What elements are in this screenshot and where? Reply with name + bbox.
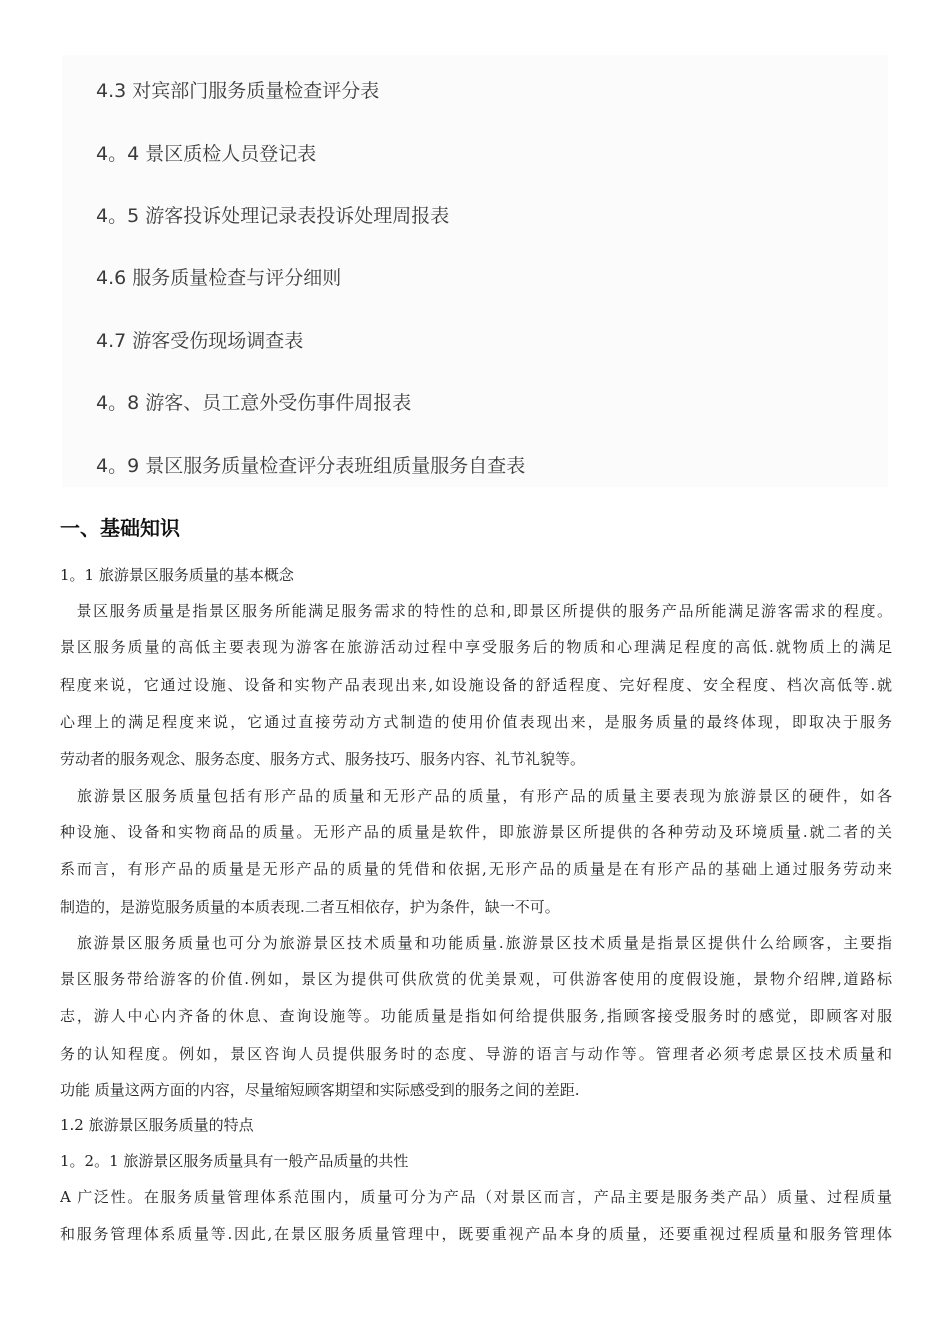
paragraph-line: 心理上的满足程度来说，它通过直接劳动方式制造的使用价值表现出来，是服务质量的最终体现，即取决于服务 [60,713,892,731]
paragraph-line: A 广泛性。在服务质量管理体系范围内，质量可分为产品（对景区而言，产品主要是服务类产品）质量、过程质量 [60,1188,892,1206]
subsection-title: 1.2 旅游景区服务质量的特点 [60,1116,254,1134]
section-heading: 一、基础知识 [60,516,180,540]
toc-item: 4。4 景区质检人员登记表 [96,143,317,165]
paragraph-line: 景区服务质量是指景区服务所能满足服务需求的特性的总和,即景区所提供的服务产品所能满足游客需求的程度。 [60,602,892,620]
toc-item: 4.3 对宾部门服务质量检查评分表 [96,80,380,102]
paragraph-line: 景区服务带给游客的价值.例如，景区为提供可供欣赏的优美景观，可供游客使用的度假设施，景物介绍牌,道路标 [60,970,892,988]
subsection-title: 1。1 旅游景区服务质量的基本概念 [60,566,294,584]
paragraph-line: 旅游景区服务质量也可分为旅游景区技术质量和功能质量.旅游景区技术质量是指景区提供什么给顾客，主要指 [60,934,892,952]
toc-item: 4。5 游客投诉处理记录表投诉处理周报表 [96,205,450,227]
toc-item: 4.6 服务质量检查与评分细则 [96,267,342,289]
toc-item: 4。8 游客、员工意外受伤事件周报表 [96,392,412,414]
toc-item: 4.7 游客受伤现场调查表 [96,330,304,352]
paragraph-line: 景区服务质量的高低主要表现为游客在旅游活动过程中享受服务后的物质和心理满足程度的高低.就物质上的满足 [60,638,892,656]
paragraph-line: 和服务管理体系质量等.因此,在景区服务质量管理中，既要重视产品本身的质量，还要重视过程质量和服务管理体 [60,1225,892,1243]
paragraph-line: 劳动者的服务观念、服务态度、服务方式、服务技巧、服务内容、礼节礼貌等。 [60,750,586,768]
toc-item: 4。9 景区服务质量检查评分表班组质量服务自查表 [96,455,526,477]
paragraph-line: 程度来说，它通过设施、设备和实物产品表现出来,如设施设备的舒适程度、完好程度、安全程度、档次高低等.就 [60,676,892,694]
paragraph-line: 种设施、设备和实物商品的质量。无形产品的质量是软件，即旅游景区所提供的各种劳动及环境质量.就二者的关 [60,823,892,841]
subsection-title: 1。2。1 旅游景区服务质量具有一般产品质量的共性 [60,1152,409,1170]
paragraph-line: 务的认知程度。例如，景区咨询人员提供服务时的态度、导游的语言与动作等。管理者必须考虑景区技术质量和 [60,1045,892,1063]
paragraph-line: 系而言，有形产品的质量是无形产品的质量的凭借和依据,无形产品的质量是在有形产品的基础上通过服务劳动来 [60,860,892,878]
paragraph-line: 旅游景区服务质量包括有形产品的质量和无形产品的质量，有形产品的质量主要表现为旅游景区的硬件，如各 [60,787,892,805]
paragraph-line: 志，游人中心内齐备的休息、查询设施等。功能质量是指如何给提供服务,指顾客接受服务时的感觉，即顾客对服 [60,1007,892,1025]
paragraph-line: 功能 质量这两方面的内容，尽量缩短顾客期望和实际感受到的服务之间的差距. [60,1081,580,1099]
paragraph-line: 制造的，是游览服务质量的本质表现.二者互相依存，护为条件，缺一不可。 [60,898,560,916]
